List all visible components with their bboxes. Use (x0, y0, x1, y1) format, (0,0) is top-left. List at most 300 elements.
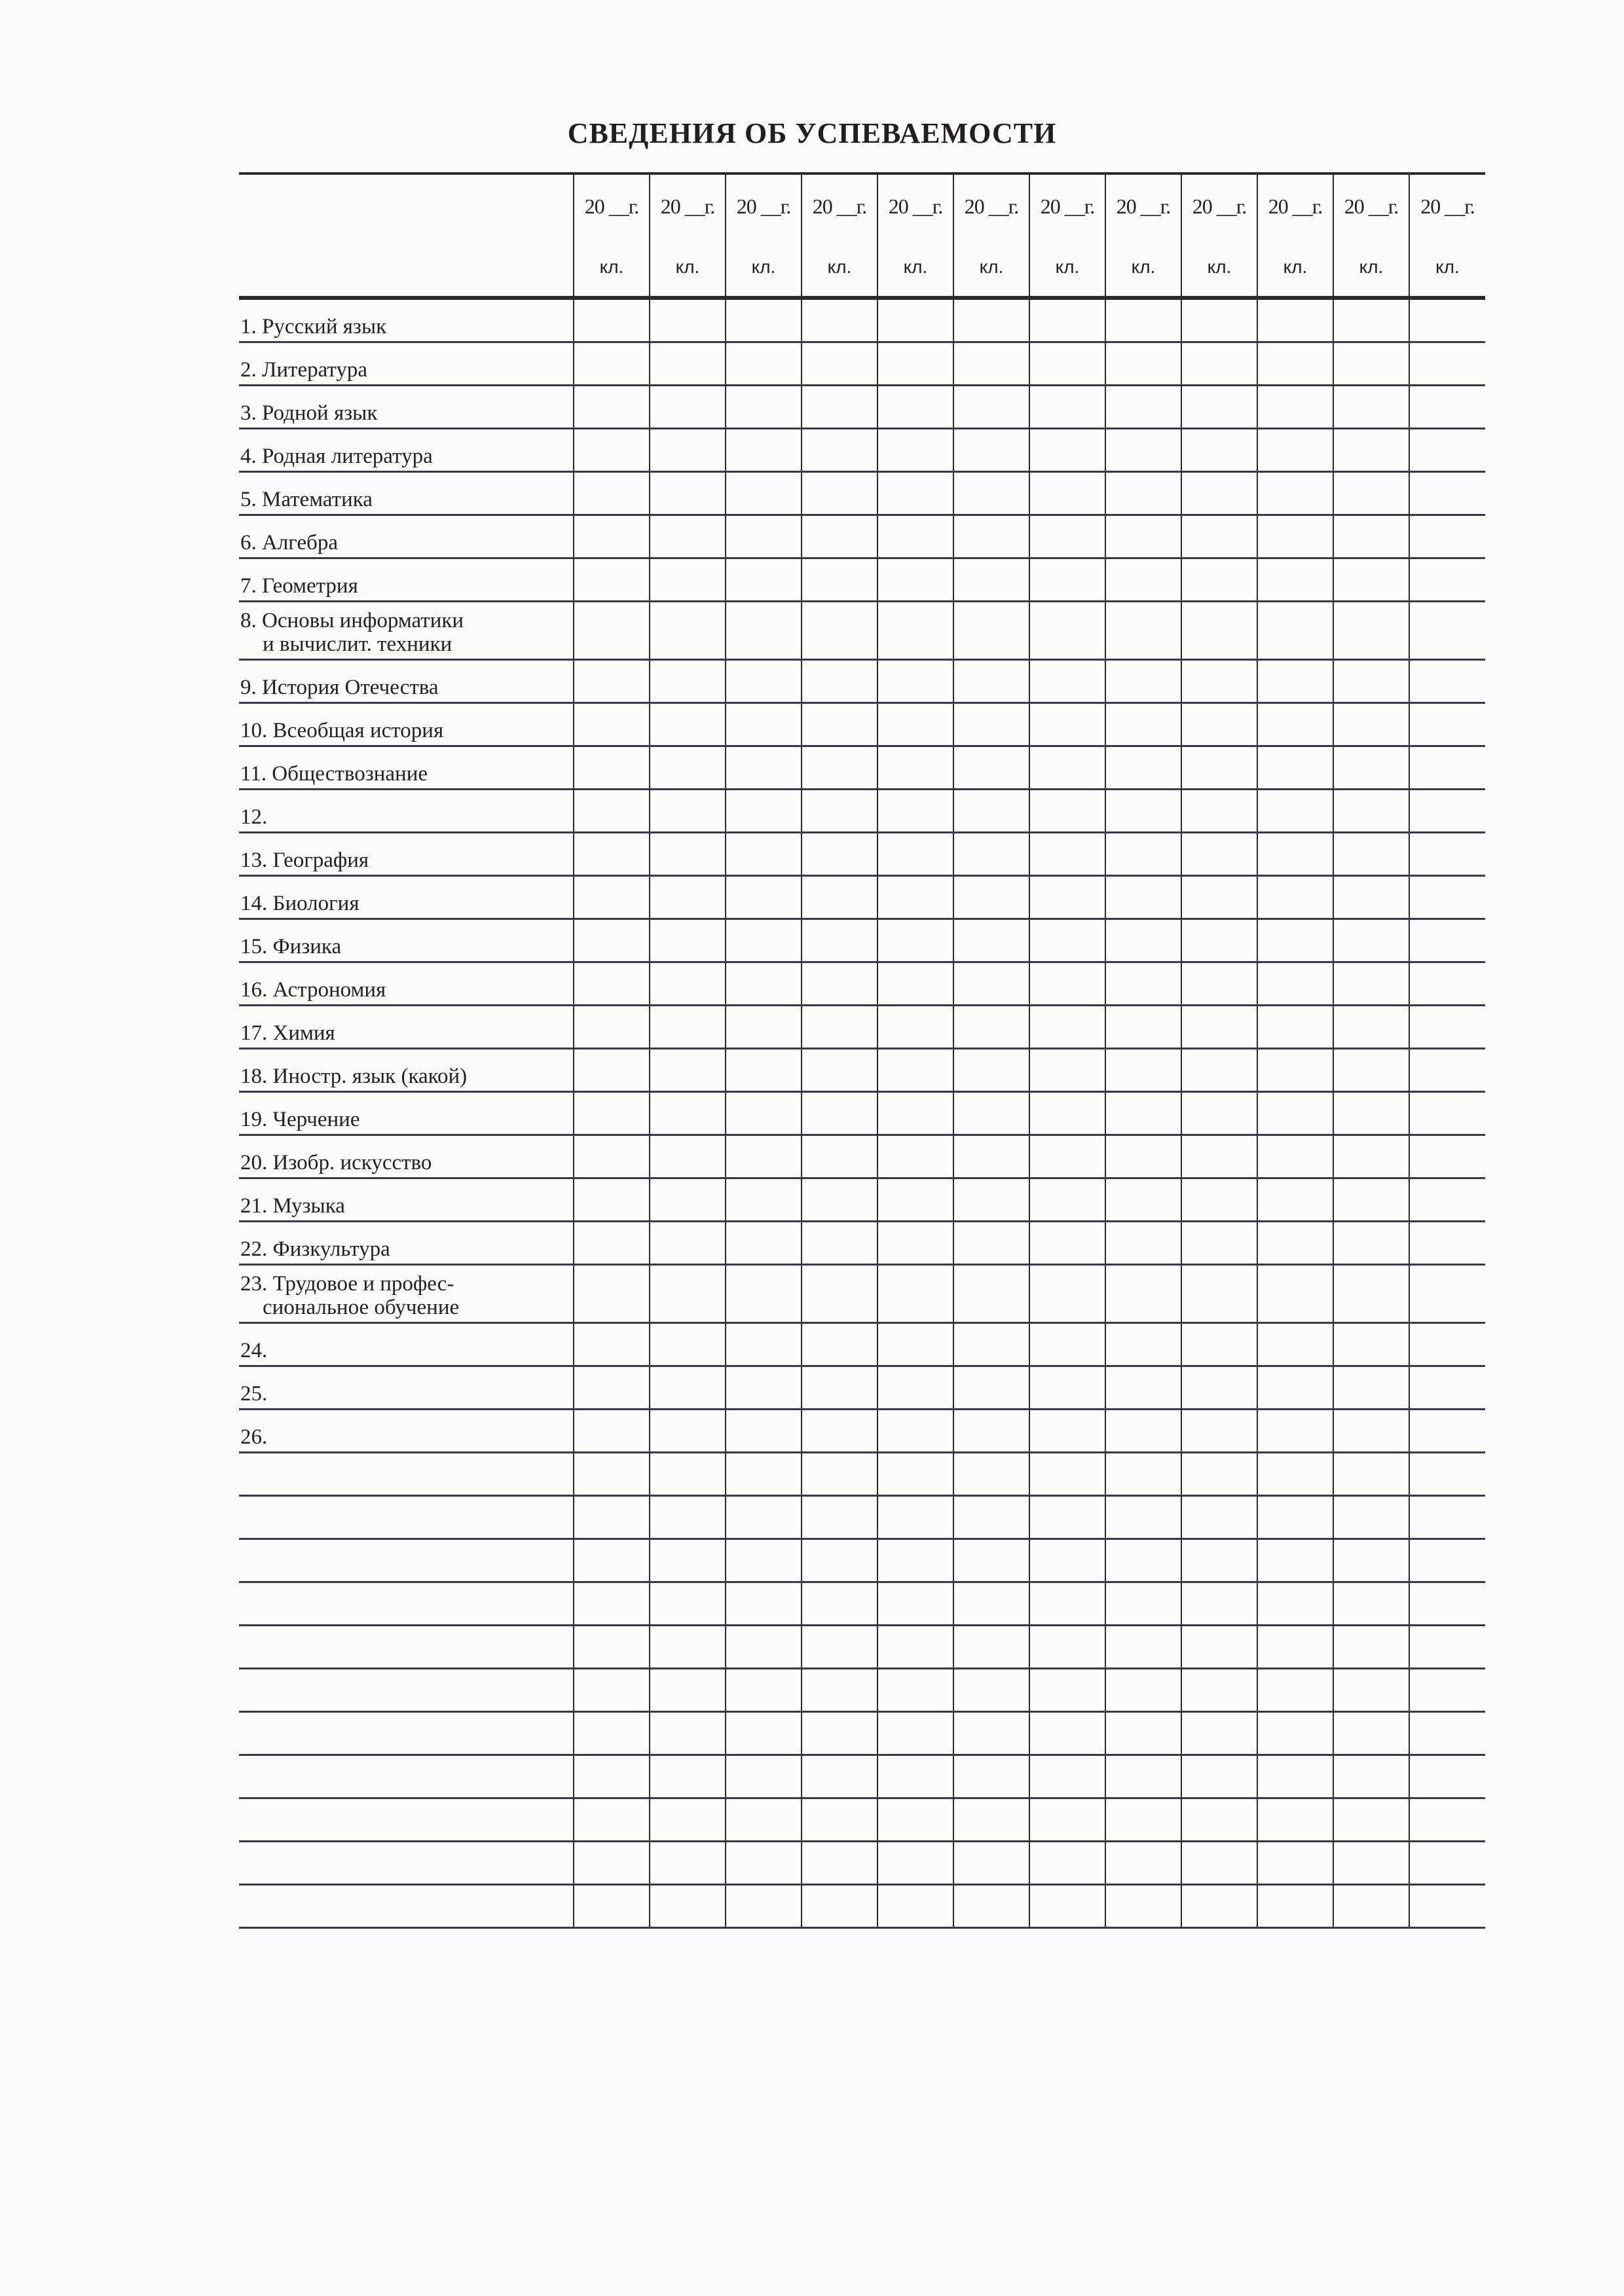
grade-cell[interactable] (877, 1092, 953, 1135)
grade-cell[interactable] (1333, 342, 1409, 386)
grade-cell[interactable] (877, 1453, 953, 1496)
grade-cell[interactable] (802, 558, 877, 602)
grade-cell[interactable] (953, 1755, 1029, 1798)
grade-cell[interactable] (1181, 472, 1257, 515)
grade-cell[interactable] (1029, 1135, 1105, 1178)
grade-cell[interactable] (1029, 1755, 1105, 1798)
grade-cell[interactable] (1181, 1410, 1257, 1453)
grade-cell[interactable] (953, 386, 1029, 429)
grade-cell[interactable] (1409, 1539, 1485, 1582)
grade-cell[interactable] (802, 1626, 877, 1669)
grade-cell[interactable] (1029, 1539, 1105, 1582)
grade-cell[interactable] (1333, 1049, 1409, 1092)
grade-cell[interactable] (877, 919, 953, 962)
grade-cell[interactable] (1409, 1323, 1485, 1366)
grade-cell[interactable] (1181, 1712, 1257, 1755)
grade-cell[interactable] (1105, 558, 1181, 602)
grade-cell[interactable] (1181, 833, 1257, 876)
grade-cell[interactable] (1333, 876, 1409, 919)
grade-cell[interactable] (574, 1712, 650, 1755)
grade-cell[interactable] (1257, 1410, 1333, 1453)
grade-cell[interactable] (1029, 1712, 1105, 1755)
grade-cell[interactable] (1257, 962, 1333, 1006)
grade-cell[interactable] (877, 1222, 953, 1265)
grade-cell[interactable] (574, 472, 650, 515)
grade-cell[interactable] (877, 1755, 953, 1798)
grade-cell[interactable] (650, 1453, 726, 1496)
grade-cell[interactable] (1181, 790, 1257, 833)
grade-cell[interactable] (877, 342, 953, 386)
grade-cell[interactable] (1029, 1669, 1105, 1712)
grade-cell[interactable] (726, 602, 802, 660)
grade-cell[interactable] (802, 602, 877, 660)
grade-cell[interactable] (1257, 1885, 1333, 1928)
grade-cell[interactable] (1181, 876, 1257, 919)
grade-cell[interactable] (1105, 790, 1181, 833)
grade-cell[interactable] (650, 1092, 726, 1135)
grade-cell[interactable] (1333, 1582, 1409, 1626)
grade-cell[interactable] (726, 1798, 802, 1842)
year-label[interactable]: 20 __г. (964, 194, 1019, 218)
grade-cell[interactable] (1029, 876, 1105, 919)
grade-cell[interactable] (953, 833, 1029, 876)
class-label[interactable]: кл. (903, 257, 928, 277)
grade-cell[interactable] (1181, 962, 1257, 1006)
grade-cell[interactable] (650, 1798, 726, 1842)
grade-cell[interactable] (1257, 1006, 1333, 1049)
grade-cell[interactable] (802, 1178, 877, 1222)
grade-cell[interactable] (726, 660, 802, 703)
grade-cell[interactable] (953, 1049, 1029, 1092)
grade-cell[interactable] (726, 1222, 802, 1265)
grade-cell[interactable] (1333, 660, 1409, 703)
grade-cell[interactable] (1029, 833, 1105, 876)
grade-cell[interactable] (1333, 1539, 1409, 1582)
grade-cell[interactable] (574, 1626, 650, 1669)
grade-cell[interactable] (953, 1885, 1029, 1928)
grade-cell[interactable] (1105, 1410, 1181, 1453)
grade-cell[interactable] (650, 1049, 726, 1092)
grade-cell[interactable] (877, 558, 953, 602)
grade-cell[interactable] (877, 1006, 953, 1049)
grade-cell[interactable] (1105, 298, 1181, 342)
grade-cell[interactable] (1105, 919, 1181, 962)
grade-cell[interactable] (1181, 1669, 1257, 1712)
grade-cell[interactable] (1333, 790, 1409, 833)
grade-cell[interactable] (802, 1222, 877, 1265)
grade-cell[interactable] (650, 558, 726, 602)
grade-cell[interactable] (1181, 1453, 1257, 1496)
grade-cell[interactable] (1409, 342, 1485, 386)
grade-cell[interactable] (1333, 1842, 1409, 1885)
grade-cell[interactable] (802, 962, 877, 1006)
grade-cell[interactable] (1257, 876, 1333, 919)
grade-cell[interactable] (877, 472, 953, 515)
grade-cell[interactable] (953, 1222, 1029, 1265)
grade-cell[interactable] (1181, 1092, 1257, 1135)
grade-cell[interactable] (1409, 962, 1485, 1006)
grade-cell[interactable] (1105, 1669, 1181, 1712)
grade-cell[interactable] (650, 1366, 726, 1410)
grade-cell[interactable] (650, 790, 726, 833)
grade-cell[interactable] (1333, 1626, 1409, 1669)
grade-cell[interactable] (1409, 1712, 1485, 1755)
grade-cell[interactable] (574, 1669, 650, 1712)
grade-cell[interactable] (574, 1178, 650, 1222)
grade-cell[interactable] (1105, 1453, 1181, 1496)
grade-cell[interactable] (877, 1885, 953, 1928)
grade-cell[interactable] (1029, 660, 1105, 703)
grade-cell[interactable] (574, 919, 650, 962)
grade-cell[interactable] (1105, 1323, 1181, 1366)
grade-cell[interactable] (574, 1092, 650, 1135)
grade-cell[interactable] (1257, 833, 1333, 876)
grade-cell[interactable] (1105, 1842, 1181, 1885)
grade-cell[interactable] (953, 1842, 1029, 1885)
grade-cell[interactable] (1333, 1366, 1409, 1410)
class-label[interactable]: кл. (827, 257, 852, 277)
grade-cell[interactable] (1029, 472, 1105, 515)
grade-cell[interactable] (1257, 1222, 1333, 1265)
grade-cell[interactable] (1257, 298, 1333, 342)
grade-cell[interactable] (802, 1842, 877, 1885)
grade-cell[interactable] (1257, 919, 1333, 962)
grade-cell[interactable] (1181, 1178, 1257, 1222)
year-label[interactable]: 20 __г. (1268, 194, 1323, 218)
grade-cell[interactable] (953, 790, 1029, 833)
grade-cell[interactable] (802, 298, 877, 342)
grade-cell[interactable] (1181, 342, 1257, 386)
grade-cell[interactable] (574, 962, 650, 1006)
grade-cell[interactable] (726, 746, 802, 790)
grade-cell[interactable] (1029, 790, 1105, 833)
grade-cell[interactable] (574, 1006, 650, 1049)
grade-cell[interactable] (877, 1798, 953, 1842)
grade-cell[interactable] (574, 298, 650, 342)
grade-cell[interactable] (1333, 1265, 1409, 1323)
grade-cell[interactable] (1409, 790, 1485, 833)
grade-cell[interactable] (1333, 1222, 1409, 1265)
grade-cell[interactable] (726, 1755, 802, 1798)
grade-cell[interactable] (953, 1178, 1029, 1222)
grade-cell[interactable] (726, 1539, 802, 1582)
grade-cell[interactable] (1333, 558, 1409, 602)
grade-cell[interactable] (1105, 746, 1181, 790)
grade-cell[interactable] (877, 515, 953, 558)
grade-cell[interactable] (802, 342, 877, 386)
grade-cell[interactable] (802, 1049, 877, 1092)
grade-cell[interactable] (802, 1410, 877, 1453)
grade-cell[interactable] (802, 1582, 877, 1626)
grade-cell[interactable] (1181, 515, 1257, 558)
grade-cell[interactable] (650, 1006, 726, 1049)
grade-cell[interactable] (1409, 1049, 1485, 1092)
grade-cell[interactable] (574, 1496, 650, 1539)
grade-cell[interactable] (1257, 1842, 1333, 1885)
grade-cell[interactable] (1257, 746, 1333, 790)
grade-cell[interactable] (877, 1366, 953, 1410)
grade-cell[interactable] (877, 429, 953, 472)
grade-cell[interactable] (1105, 1712, 1181, 1755)
grade-cell[interactable] (953, 429, 1029, 472)
grade-cell[interactable] (953, 1626, 1029, 1669)
grade-cell[interactable] (1409, 1410, 1485, 1453)
grade-cell[interactable] (726, 1135, 802, 1178)
grade-cell[interactable] (650, 1410, 726, 1453)
grade-cell[interactable] (1105, 1135, 1181, 1178)
grade-cell[interactable] (650, 1539, 726, 1582)
grade-cell[interactable] (1409, 1178, 1485, 1222)
grade-cell[interactable] (1257, 1135, 1333, 1178)
grade-cell[interactable] (726, 429, 802, 472)
grade-cell[interactable] (1029, 429, 1105, 472)
grade-cell[interactable] (1257, 703, 1333, 746)
grade-cell[interactable] (953, 919, 1029, 962)
grade-cell[interactable] (650, 1755, 726, 1798)
grade-cell[interactable] (1333, 1885, 1409, 1928)
grade-cell[interactable] (726, 342, 802, 386)
grade-cell[interactable] (726, 1712, 802, 1755)
grade-cell[interactable] (1181, 298, 1257, 342)
grade-cell[interactable] (1181, 1222, 1257, 1265)
grade-cell[interactable] (1105, 515, 1181, 558)
year-label[interactable]: 20 __г. (1192, 194, 1247, 218)
grade-cell[interactable] (802, 1755, 877, 1798)
grade-cell[interactable] (1029, 1842, 1105, 1885)
grade-cell[interactable] (650, 298, 726, 342)
grade-cell[interactable] (1181, 386, 1257, 429)
grade-cell[interactable] (1029, 1178, 1105, 1222)
grade-cell[interactable] (574, 515, 650, 558)
grade-cell[interactable] (1333, 429, 1409, 472)
grade-cell[interactable] (650, 660, 726, 703)
grade-cell[interactable] (1181, 1842, 1257, 1885)
grade-cell[interactable] (1029, 1582, 1105, 1626)
grade-cell[interactable] (1333, 472, 1409, 515)
grade-cell[interactable] (1029, 703, 1105, 746)
grade-cell[interactable] (953, 472, 1029, 515)
year-label[interactable]: 20 __г. (736, 194, 791, 218)
grade-cell[interactable] (1029, 1222, 1105, 1265)
grade-cell[interactable] (953, 962, 1029, 1006)
grade-cell[interactable] (1257, 1265, 1333, 1323)
grade-cell[interactable] (953, 1798, 1029, 1842)
grade-cell[interactable] (574, 1135, 650, 1178)
grade-cell[interactable] (953, 703, 1029, 746)
grade-cell[interactable] (1029, 1323, 1105, 1366)
grade-cell[interactable] (802, 790, 877, 833)
grade-cell[interactable] (1333, 833, 1409, 876)
grade-cell[interactable] (574, 1366, 650, 1410)
class-label[interactable]: кл. (1131, 257, 1156, 277)
grade-cell[interactable] (1181, 703, 1257, 746)
grade-cell[interactable] (1257, 472, 1333, 515)
grade-cell[interactable] (1105, 429, 1181, 472)
grade-cell[interactable] (574, 746, 650, 790)
year-label[interactable]: 20 __г. (1344, 194, 1399, 218)
grade-cell[interactable] (1181, 1049, 1257, 1092)
grade-cell[interactable] (650, 703, 726, 746)
grade-cell[interactable] (1181, 602, 1257, 660)
class-label[interactable]: кл. (1207, 257, 1232, 277)
grade-cell[interactable] (1181, 1323, 1257, 1366)
grade-cell[interactable] (726, 790, 802, 833)
grade-cell[interactable] (1409, 558, 1485, 602)
grade-cell[interactable] (574, 1410, 650, 1453)
grade-cell[interactable] (1409, 1222, 1485, 1265)
grade-cell[interactable] (1257, 1582, 1333, 1626)
grade-cell[interactable] (574, 1885, 650, 1928)
grade-cell[interactable] (1409, 660, 1485, 703)
grade-cell[interactable] (877, 1712, 953, 1755)
grade-cell[interactable] (1409, 1496, 1485, 1539)
grade-cell[interactable] (1409, 515, 1485, 558)
grade-cell[interactable] (1409, 602, 1485, 660)
grade-cell[interactable] (1409, 1842, 1485, 1885)
grade-cell[interactable] (726, 703, 802, 746)
grade-cell[interactable] (1257, 515, 1333, 558)
grade-cell[interactable] (1029, 342, 1105, 386)
grade-cell[interactable] (877, 1323, 953, 1366)
class-label[interactable]: кл. (1283, 257, 1308, 277)
grade-cell[interactable] (650, 1222, 726, 1265)
grade-cell[interactable] (650, 1178, 726, 1222)
grade-cell[interactable] (1181, 1626, 1257, 1669)
grade-cell[interactable] (1029, 1410, 1105, 1453)
grade-cell[interactable] (1333, 602, 1409, 660)
grade-cell[interactable] (1181, 746, 1257, 790)
grade-cell[interactable] (574, 1798, 650, 1842)
grade-cell[interactable] (877, 962, 953, 1006)
grade-cell[interactable] (1181, 1582, 1257, 1626)
grade-cell[interactable] (1257, 1323, 1333, 1366)
grade-cell[interactable] (1333, 1410, 1409, 1453)
grade-cell[interactable] (726, 1265, 802, 1323)
grade-cell[interactable] (1409, 1798, 1485, 1842)
grade-cell[interactable] (1257, 386, 1333, 429)
grade-cell[interactable] (802, 1135, 877, 1178)
grade-cell[interactable] (1181, 558, 1257, 602)
grade-cell[interactable] (574, 876, 650, 919)
grade-cell[interactable] (1333, 1755, 1409, 1798)
grade-cell[interactable] (1181, 1135, 1257, 1178)
grade-cell[interactable] (1333, 703, 1409, 746)
grade-cell[interactable] (802, 1265, 877, 1323)
grade-cell[interactable] (1105, 1539, 1181, 1582)
grade-cell[interactable] (650, 1885, 726, 1928)
grade-cell[interactable] (1409, 1366, 1485, 1410)
grade-cell[interactable] (726, 1453, 802, 1496)
grade-cell[interactable] (1333, 1453, 1409, 1496)
grade-cell[interactable] (1257, 1092, 1333, 1135)
grade-cell[interactable] (1257, 558, 1333, 602)
grade-cell[interactable] (1105, 1626, 1181, 1669)
grade-cell[interactable] (1181, 1366, 1257, 1410)
year-label[interactable]: 20 __г. (584, 194, 639, 218)
grade-cell[interactable] (1105, 472, 1181, 515)
class-label[interactable]: кл. (751, 257, 776, 277)
grade-cell[interactable] (877, 1842, 953, 1885)
grade-cell[interactable] (802, 1496, 877, 1539)
grade-cell[interactable] (1257, 1539, 1333, 1582)
grade-cell[interactable] (1257, 1453, 1333, 1496)
grade-cell[interactable] (650, 1669, 726, 1712)
grade-cell[interactable] (1105, 1265, 1181, 1323)
grade-cell[interactable] (802, 1453, 877, 1496)
grade-cell[interactable] (1257, 660, 1333, 703)
grade-cell[interactable] (802, 876, 877, 919)
grade-cell[interactable] (877, 660, 953, 703)
grade-cell[interactable] (726, 1885, 802, 1928)
grade-cell[interactable] (953, 876, 1029, 919)
grade-cell[interactable] (650, 472, 726, 515)
grade-cell[interactable] (1409, 1265, 1485, 1323)
grade-cell[interactable] (650, 1842, 726, 1885)
year-label[interactable]: 20 __г. (1116, 194, 1171, 218)
grade-cell[interactable] (1333, 962, 1409, 1006)
grade-cell[interactable] (802, 1323, 877, 1366)
grade-cell[interactable] (726, 1496, 802, 1539)
grade-cell[interactable] (726, 1092, 802, 1135)
grade-cell[interactable] (1257, 602, 1333, 660)
grade-cell[interactable] (802, 472, 877, 515)
grade-cell[interactable] (650, 1496, 726, 1539)
grade-cell[interactable] (953, 1006, 1029, 1049)
grade-cell[interactable] (1105, 1092, 1181, 1135)
grade-cell[interactable] (574, 558, 650, 602)
grade-cell[interactable] (1409, 1626, 1485, 1669)
grade-cell[interactable] (877, 1178, 953, 1222)
grade-cell[interactable] (953, 1539, 1029, 1582)
class-label[interactable]: кл. (1359, 257, 1384, 277)
grade-cell[interactable] (802, 703, 877, 746)
grade-cell[interactable] (1257, 1712, 1333, 1755)
grade-cell[interactable] (1181, 919, 1257, 962)
grade-cell[interactable] (726, 1669, 802, 1712)
grade-cell[interactable] (1029, 1453, 1105, 1496)
grade-cell[interactable] (802, 660, 877, 703)
grade-cell[interactable] (726, 1049, 802, 1092)
grade-cell[interactable] (1409, 472, 1485, 515)
grade-cell[interactable] (1181, 429, 1257, 472)
year-label[interactable]: 20 __г. (888, 194, 943, 218)
grade-cell[interactable] (1105, 962, 1181, 1006)
grade-cell[interactable] (802, 1712, 877, 1755)
grade-cell[interactable] (574, 790, 650, 833)
year-label[interactable]: 20 __г. (812, 194, 867, 218)
grade-cell[interactable] (1333, 1323, 1409, 1366)
grade-cell[interactable] (1029, 746, 1105, 790)
grade-cell[interactable] (650, 1712, 726, 1755)
grade-cell[interactable] (650, 876, 726, 919)
grade-cell[interactable] (1409, 1582, 1485, 1626)
grade-cell[interactable] (877, 1626, 953, 1669)
grade-cell[interactable] (1409, 1453, 1485, 1496)
grade-cell[interactable] (1029, 386, 1105, 429)
grade-cell[interactable] (877, 876, 953, 919)
grade-cell[interactable] (1409, 1755, 1485, 1798)
grade-cell[interactable] (650, 1323, 726, 1366)
grade-cell[interactable] (1105, 1582, 1181, 1626)
grade-cell[interactable] (802, 1798, 877, 1842)
grade-cell[interactable] (650, 1265, 726, 1323)
grade-cell[interactable] (953, 602, 1029, 660)
grade-cell[interactable] (1105, 1366, 1181, 1410)
grade-cell[interactable] (726, 515, 802, 558)
grade-cell[interactable] (574, 602, 650, 660)
grade-cell[interactable] (1105, 703, 1181, 746)
grade-cell[interactable] (1257, 429, 1333, 472)
